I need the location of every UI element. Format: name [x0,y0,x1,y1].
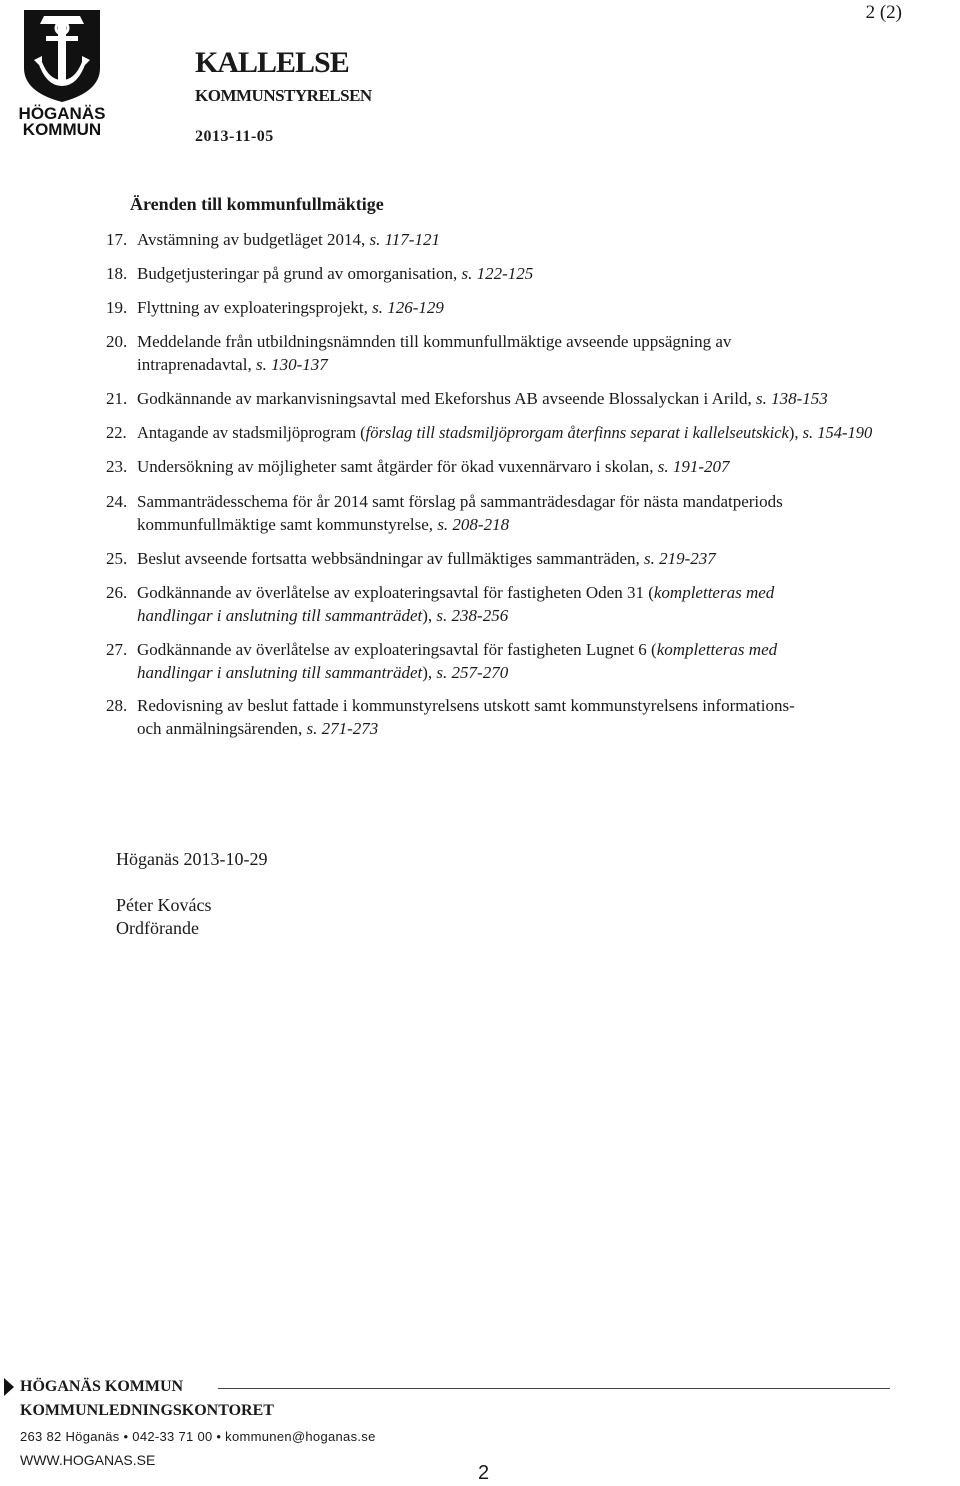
item-number: 20. [106,332,128,351]
page-ref: s. 238-256 [436,606,509,625]
footer-website: WWW.HOGANAS.SE [20,1452,156,1468]
agenda-item-17 [106,228,906,251]
item-text-after: ), [422,606,437,625]
agenda-item-25 [106,547,906,570]
item-text-after: ), [422,663,437,682]
page-ref: s. 117-121 [369,230,440,249]
footer-divider [218,1388,890,1389]
footer-organization: HÖGANÄS KOMMUN [20,1378,184,1395]
page-ref: s. 154-190 [802,423,873,442]
page-ref: s. 130-137 [255,355,328,374]
item-text: Antagande av stadsmiljöprogram ( [137,423,366,442]
item-text: Godkännande av överlåtelse av exploateringsavtal för fastigheten Oden 31 ( [137,583,654,602]
page-ref: s. 271-273 [306,719,379,738]
agenda-item-26 [106,581,906,627]
item-text: Godkännande av markanvisningsavtal med Ekeforshus AB avseende Blossalyckan i Arild, [137,389,756,408]
item-text: Undersökning av möjligheter samt åtgärder för ökad vuxennärvaro i skolan, [137,457,658,476]
item-note-continued: handlingar i anslutning till sammanträdet [137,663,423,682]
hoganas-kommun-logo [12,6,112,136]
item-note: kompletteras med [653,583,775,602]
item-number: 24. [106,492,128,511]
agenda-item-23 [106,455,906,478]
agenda-item-22 [106,421,906,444]
item-text: Redovisning av beslut fattade i kommunstyrelsens utskott samt kommunstyrelsens informations- [137,696,795,715]
page-indicator: 2 (2) [865,2,902,23]
item-text-after: ), [788,423,803,442]
item-note-continued: handlingar i anslutning till sammanträdet [137,606,423,625]
arrow-right-icon [2,1376,16,1403]
item-number: 23. [106,457,128,476]
agenda-item-28 [106,694,906,740]
item-number: 27. [106,640,128,659]
agenda-item-20 [106,330,906,376]
signer-role: Ordförande [116,918,199,938]
item-number: 26. [106,583,128,602]
page-ref: s. 208-218 [437,515,510,534]
item-text: Flyttning av exploateringsprojekt, [137,298,373,317]
agenda-item-19 [106,296,906,319]
document-date: 2013-11-05 [195,128,274,145]
item-number: 18. [106,264,128,283]
document-subtitle: KOMMUNSTYRELSEN [195,86,372,105]
item-text: Budgetjusteringar på grund av omorganisation, [137,264,462,283]
item-text-continued: kommunfullmäktige samt kommunstyrelse, [137,515,438,534]
page-ref: s. 138-153 [755,389,828,408]
item-number: 21. [106,389,128,408]
place-and-date: Höganäs 2013-10-29 [116,849,268,869]
item-text: Beslut avseende fortsatta webbsändningar av fullmäktiges sammanträden, [137,549,645,568]
section-heading: Ärenden till kommunfullmäktige [130,194,384,214]
agenda-item-27 [106,638,906,684]
item-text-continued: och anmälningsärenden, [137,719,307,738]
page-ref: s. 126-129 [372,298,444,317]
document-title: KALLELSE [195,46,349,79]
signer-name: Péter Kovács [116,895,212,915]
page-ref: s. 257-270 [436,663,509,682]
item-text: Meddelande från utbildningsnämnden till kommunfullmäktige avseende uppsägning av [137,332,732,351]
footer-page-number: 2 [478,1462,490,1484]
page-ref: s. 191-207 [657,457,730,476]
item-text: Godkännande av överlåtelse av exploateringsavtal för fastigheten Lugnet 6 ( [137,640,657,659]
item-number: 19. [106,298,128,317]
item-text: Sammanträdesschema för år 2014 samt förslag på sammanträdesdagar för nästa mandatperiods [137,492,783,511]
item-text: Avstämning av budgetläget 2014, [137,230,370,249]
item-number: 25. [106,549,128,568]
signature-block [116,894,211,940]
item-number: 22. [106,423,127,442]
item-number: 28. [106,696,128,715]
item-note: förslag till stadsmiljöprorgam återfinns separat i kallelseutskick [365,423,789,442]
footer-contact: 263 82 Höganäs • 042-33 71 00 • kommunen@hoganas.se [20,1429,376,1444]
item-text-continued: intraprenadavtal, [137,355,256,374]
agenda-item-24 [106,490,906,536]
item-number: 17. [106,230,128,249]
svg-text:HÖGANÄS: HÖGANÄS [18,104,106,123]
footer-department: KOMMUNLEDNINGSKONTORET [20,1402,274,1419]
agenda-item-18 [106,262,906,285]
anchor-crest-icon [12,6,112,136]
agenda-item-21 [106,387,906,410]
page-ref: s. 122-125 [461,264,534,283]
item-note: kompletteras med [656,640,778,659]
page-ref: s. 219-237 [644,549,716,568]
svg-text:KOMMUN: KOMMUN [22,120,102,136]
